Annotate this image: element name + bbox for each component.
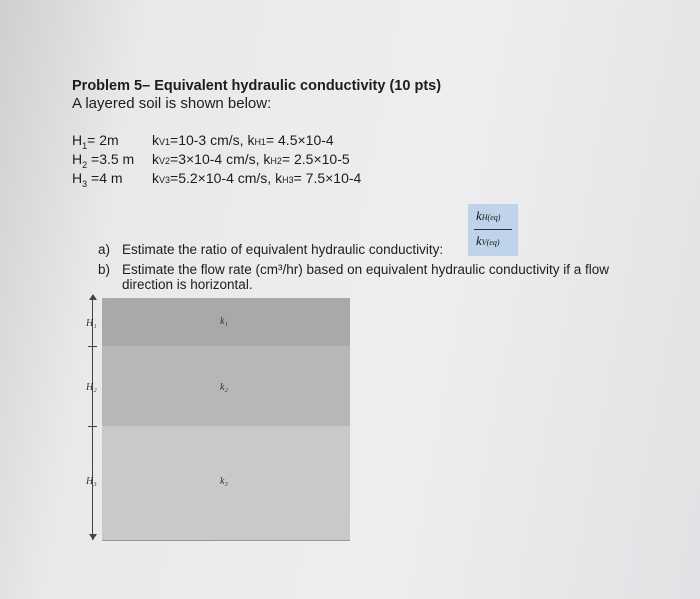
dimension-tick (88, 346, 97, 347)
dimension-arrow-up-icon (89, 294, 97, 300)
h3-label: H₃ (86, 476, 97, 487)
problem-subtitle: A layered soil is shown below: (72, 95, 272, 112)
fraction-bar (474, 229, 512, 230)
dimension-line (92, 300, 93, 540)
soil-layer-diagram (82, 290, 352, 550)
question-b-continued: direction is horizontal. (122, 277, 253, 292)
k1-label: k₁ (220, 316, 228, 327)
question-a: a) Estimate the ratio of equivalent hydraulic conductivity: (98, 242, 444, 257)
dimension-tick (88, 426, 97, 427)
k3-label: k₃ (220, 476, 228, 487)
conductivity-ratio-formula (468, 204, 518, 256)
layer-1-properties: $H_1= 2m$ kV1=10-3 cm/s, kH1= 4.5×10-4 (72, 132, 334, 151)
ratio-denominator: kV(eq) (476, 233, 500, 248)
layer-2-properties: $H_2 =3.5$ m kV2=3×10-4 cm/s, kH2= 2.5×10-5 (72, 151, 350, 170)
k2-label: k₂ (220, 382, 228, 393)
ratio-numerator: kH(eq) (476, 208, 501, 223)
problem-title: Problem 5– Equivalent hydraulic conductivity (10 pts) (72, 78, 442, 94)
layer-3-properties: $H_3 =4$ m kV3=5.2×10-4 cm/s, kH3= 7.5×10-4 (72, 170, 362, 189)
dimension-arrow-down-icon (89, 534, 97, 540)
question-b: b) Estimate the flow rate (cm³/hr) based on equivalent hydraulic conductivity if a flow (98, 262, 609, 277)
h2-label: H₂ (86, 382, 97, 393)
h1-label: H₁ (86, 318, 97, 329)
